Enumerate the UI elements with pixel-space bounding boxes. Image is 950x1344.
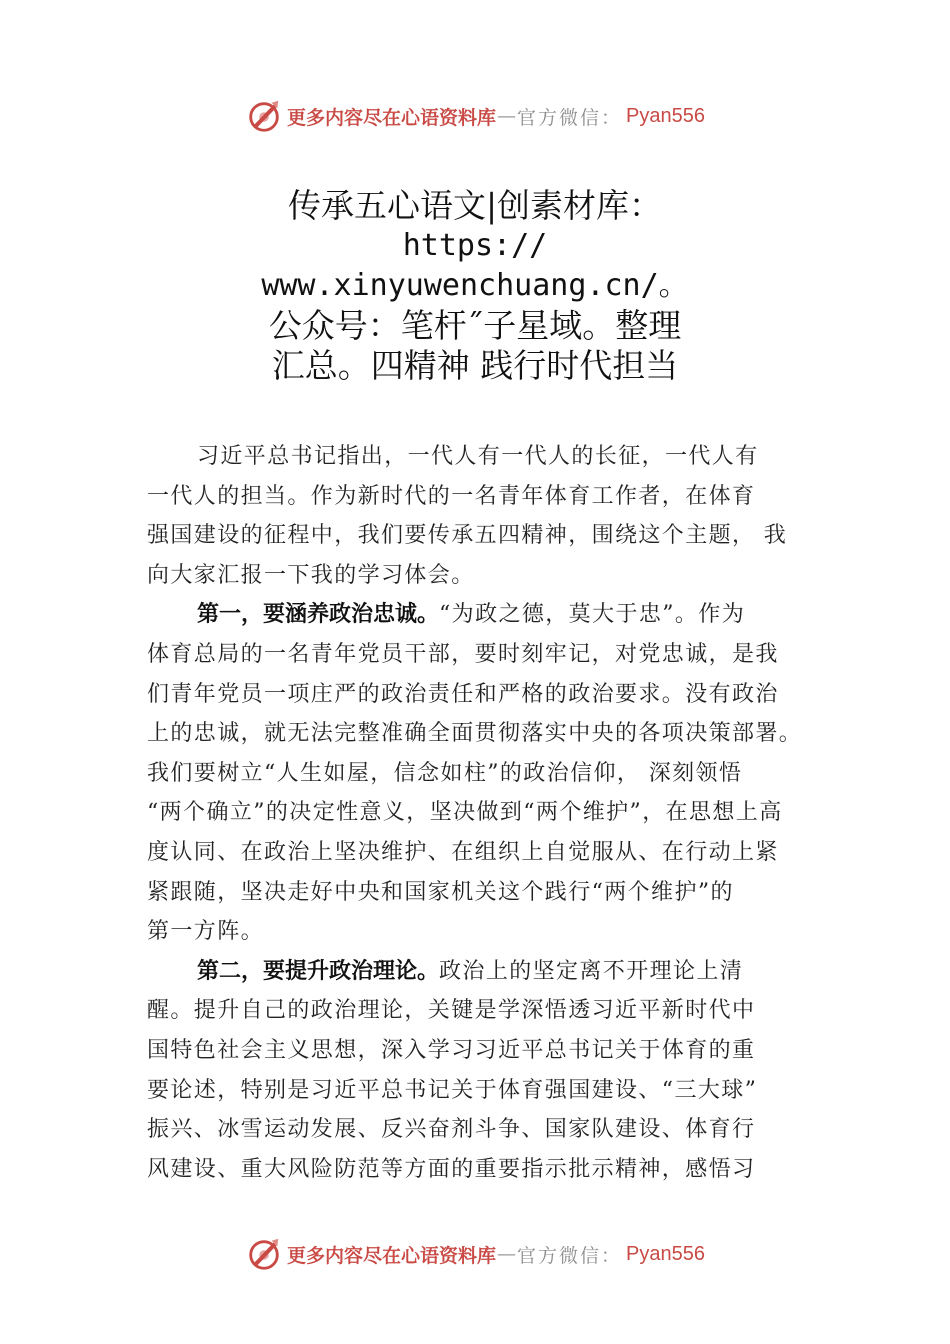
footer-watermark — [0, 1232, 950, 1276]
section-heading: 第一，要涵养政治忠诚。 — [197, 602, 440, 628]
document-title — [150, 186, 800, 386]
title-line: www.xinyuwenchuang.cn/。 — [261, 268, 689, 303]
document-body — [147, 437, 837, 1189]
title-line: https:// — [402, 228, 548, 263]
section-heading: 第二，要提升政治理论。 — [197, 958, 440, 984]
body-line: “两个确立”的决定性意义，坚决做到“两个维护”，在思想上高 — [147, 800, 783, 826]
body-line: 们青年党员一项庄严的政治责任和严格的政治要求。没有政治 — [147, 681, 779, 707]
watermark-handle: Pyan556 — [626, 104, 705, 127]
title-line: 汇总。四精神 践行时代担当 — [271, 346, 679, 385]
watermark-handle: Pyan556 — [626, 1242, 705, 1265]
body-text: “为政之德，莫大于忠”。作为 — [439, 602, 746, 628]
body-line: 向大家汇报一下我的学习体会。 — [147, 562, 475, 588]
brush-logo-icon — [245, 97, 283, 135]
paragraph-first-point — [147, 595, 837, 951]
paragraph-second-point — [147, 952, 837, 1190]
body-line: 度认同、在政治上坚决维护、在组织上自觉服从、在行动上紧 — [147, 839, 779, 865]
watermark-label: 官方微信： — [517, 1244, 623, 1267]
body-line: 醒。提升自己的政治理论，关键是学深悟透习近平新时代中 — [147, 998, 756, 1024]
body-line — [147, 952, 837, 992]
body-line: 强国建设的征程中，我们要传承五四精神，围绕这个主题， 我 — [147, 523, 788, 549]
paragraph-intro — [147, 437, 837, 595]
body-line — [147, 595, 837, 635]
header-watermark — [0, 94, 950, 138]
title-line: 传承五心语文|创素材库： — [287, 186, 663, 225]
title-line: 公众号：笔杆˝子星域。整理 — [268, 306, 682, 345]
body-line: 风建设、重大风险防范等方面的重要指示批示精神，感悟习 — [147, 1156, 756, 1182]
body-line: 上的忠诚，就无法完整准确全面贯彻落实中央的各项决策部署。 — [147, 721, 803, 747]
body-line: 我们要树立“人生如屋，信念如柱”的政治信仰， 深刻领悟 — [147, 760, 743, 786]
body-line: 一代人的担当。作为新时代的一名青年体育工作者，在体育 — [147, 483, 756, 509]
body-text: 政治上的坚定离不开理论上清 — [439, 958, 744, 984]
body-line: 振兴、冰雪运动发展、反兴奋剂斗争、国家队建设、体育行 — [147, 1117, 756, 1143]
body-line: 习近平总书记指出，一代人有一代人的长征，一代人有 — [197, 444, 759, 469]
watermark-main-text: 更多内容尽在心语资料库 — [287, 1244, 497, 1267]
body-line: 要论述，特别是习近平总书记关于体育强国建设、“三大球” — [147, 1077, 758, 1103]
watermark-label: 官方微信： — [517, 106, 623, 129]
watermark-main-text: 更多内容尽在心语资料库 — [287, 106, 497, 129]
body-line: 第一方阵。 — [147, 919, 265, 945]
watermark-dash: — — [497, 105, 517, 127]
body-line: 国特色社会主义思想，深入学习习近平总书记关于体育的重 — [147, 1037, 756, 1063]
body-line: 紧跟随，坚决走好中央和国家机关这个践行“两个维护”的 — [147, 879, 734, 905]
brush-logo-icon — [245, 1235, 283, 1273]
body-line: 体育总局的一名青年党员干部，要时刻牢记，对党忠诚，是我 — [147, 641, 779, 667]
watermark-dash: — — [497, 1243, 517, 1265]
